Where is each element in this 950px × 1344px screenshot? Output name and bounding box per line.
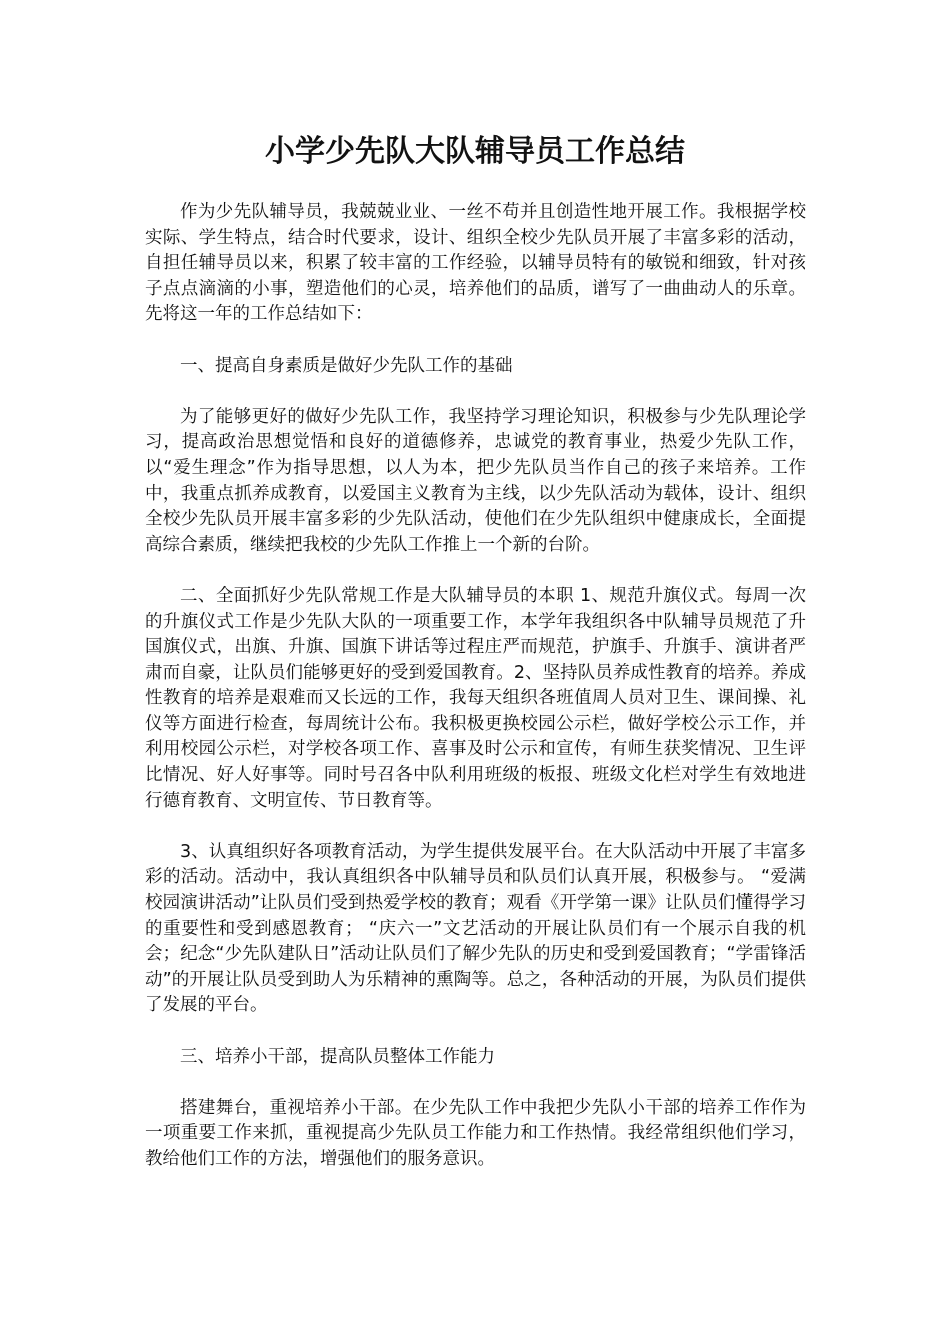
section-heading-1: 一、提高自身素质是做好少先队工作的基础	[180, 355, 513, 376]
paragraph-self-improvement: 为了能够更好的做好少先队工作，我坚持学习理论知识，积极参与少先队理论学习，提高政治思想觉悟和良好的道德修养，忠诚党的教育事业，热爱少先队工作，以“爱生理念”作为指导思想，以人为本，把少先队员当作自己的孩子来培养。工作中，我重点抓养成教育，以爱国主义教育为主线，以少先队活动为载体，设计、组织全校少先队员开展丰富多彩的少先队活动，使他们在少先队组织中健康成长，全面提高综合素质，继续把我校的少先队工作推上一个新的台阶。	[145, 406, 806, 555]
section-heading-3: 三、培养小干部，提高队员整体工作能力	[180, 1046, 495, 1067]
paragraph-routine-work: 二、全面抓好少先队常规工作是大队辅导员的本职 1、规范升旗仪式。每周一次的升旗仪式工作是少先队大队的一项重要工作，本学年我组织各中队辅导员规范了升国旗仪式，出旗、升旗、国旗下讲话等过程庄严而规范，护旗手、升旗手、演讲者严肃而自豪，让队员们能够更好的受到爱国教育。2、坚持队员养成性教育的培养。养成性教育的培养是艰难而又长远的工作，我每天组织各班值周人员对卫生、课间操、礼仪等方面进行检查，每周统计公布。我积极更换校园公示栏，做好学校公示工作，并利用校园公示栏，对学校各项工作、喜事及时公示和宣传，有师生获奖情况、卫生评比情况、好人好事等。同时号召各中队利用班级的板报、班级文化栏对学生有效地进行德育教育、文明宣传、节日教育等。	[145, 585, 806, 811]
document-title: 小学少先队大队辅导员工作总结	[265, 134, 685, 169]
paragraph-intro: 作为少先队辅导员，我兢兢业业、一丝不苟并且创造性地开展工作。我根据学校实际、学生特点，结合时代要求，设计、组织全校少先队员开展了丰富多彩的活动，自担任辅导员以来，积累了较丰富的工作经验，以辅导员特有的敏锐和细致，针对孩子点点滴滴的小事，塑造他们的心灵，培养他们的品质，谱写了一曲曲动人的乐章。先将这一年的工作总结如下：	[145, 202, 806, 325]
document-body	[145, 200, 806, 1198]
paragraph-cadre-training: 搭建舞台，重视培养小干部。在少先队工作中我把少先队小干部的培养工作作为一项重要工作来抓，重视提高少先队员工作能力和工作热情。我经常组织他们学习，教给他们工作的方法，增强他们的服务意识。	[145, 1097, 806, 1169]
paragraph-activities: 3、认真组织好各项教育活动，为学生提供发展平台。在大队活动中开展了丰富多彩的活动。活动中，我认真组织各中队辅导员和队员们认真开展，积极参与。 “爱满校园演讲活动”让队员们受到热爱学校的教育；观看《开学第一课》让队员们懂得学习的重要性和受到感恩教育； “庆六一”文艺活动的开展让队员们有一个展示自我的机会；纪念“少先队建队日”活动让队员们了解少先队的历史和受到爱国教育；“学雷锋活动”的开展让队员受到助人为乐精神的熏陶等。总之，各种活动的开展，为队员们提供了发展的平台。	[145, 841, 806, 1016]
